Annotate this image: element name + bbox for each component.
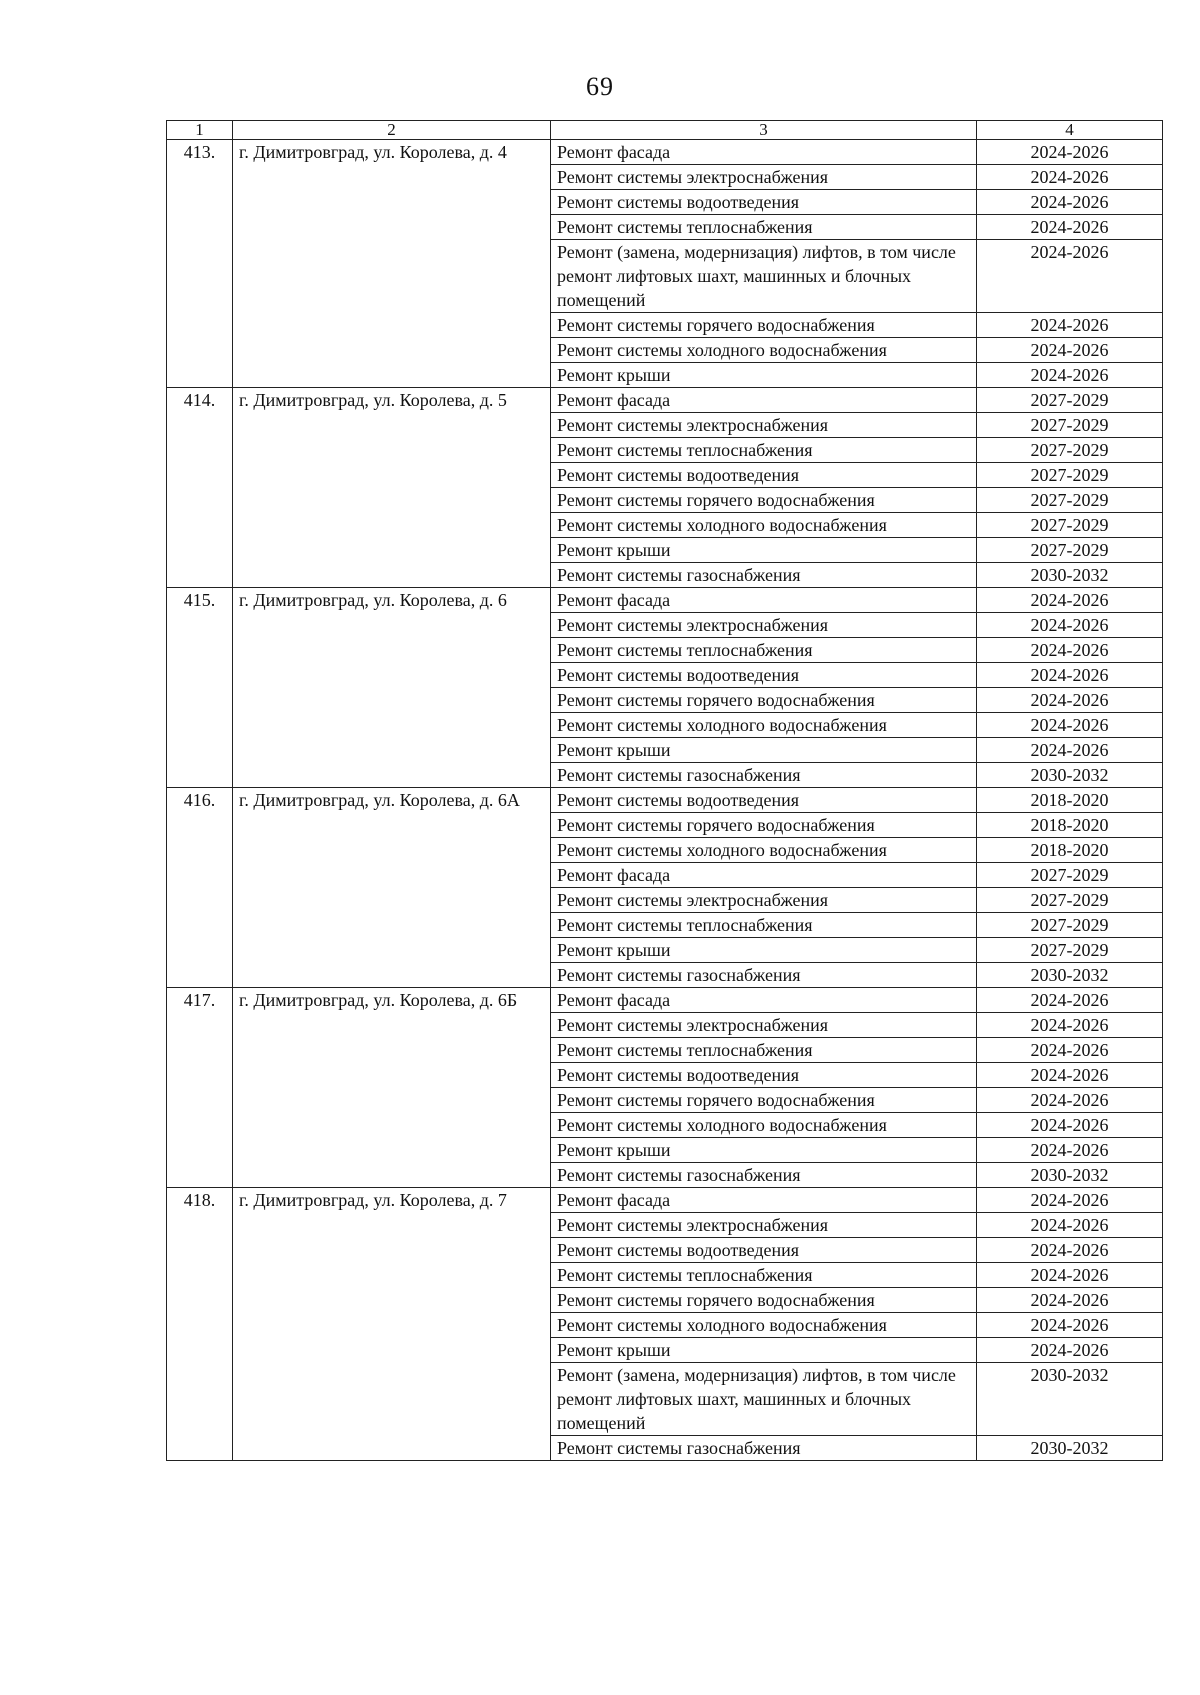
work-type: Ремонт фасада [551, 140, 977, 165]
work-type: Ремонт системы водоотведения [551, 190, 977, 215]
work-period: 2024-2026 [977, 338, 1163, 363]
work-type: Ремонт системы газоснабжения [551, 963, 977, 988]
work-period: 2024-2026 [977, 1313, 1163, 1338]
work-type: Ремонт системы горячего водоснабжения [551, 313, 977, 338]
object-number: 415. [167, 588, 233, 788]
work-period: 2024-2026 [977, 713, 1163, 738]
work-period: 2024-2026 [977, 313, 1163, 338]
work-period: 2027-2029 [977, 463, 1163, 488]
work-period: 2027-2029 [977, 488, 1163, 513]
work-type: Ремонт системы горячего водоснабжения [551, 688, 977, 713]
work-type: Ремонт системы теплоснабжения [551, 438, 977, 463]
work-period: 2024-2026 [977, 190, 1163, 215]
work-type: Ремонт крыши [551, 1138, 977, 1163]
header-col-4: 4 [977, 121, 1163, 140]
work-period: 2027-2029 [977, 863, 1163, 888]
work-period: 2024-2026 [977, 240, 1163, 313]
work-period: 2024-2026 [977, 663, 1163, 688]
work-type: Ремонт системы водоотведения [551, 1238, 977, 1263]
page-number: 69 [586, 72, 614, 101]
table-row [167, 140, 1163, 165]
work-period: 2024-2026 [977, 363, 1163, 388]
work-type: Ремонт системы холодного водоснабжения [551, 338, 977, 363]
work-type: Ремонт системы холодного водоснабжения [551, 713, 977, 738]
work-period: 2024-2026 [977, 1238, 1163, 1263]
work-period: 2024-2026 [977, 1338, 1163, 1363]
work-type: Ремонт системы горячего водоснабжения [551, 1088, 977, 1113]
work-type: Ремонт фасада [551, 388, 977, 413]
work-period: 2024-2026 [977, 638, 1163, 663]
work-type: Ремонт системы электроснабжения [551, 613, 977, 638]
table-row [167, 388, 1163, 413]
header-row [167, 121, 1163, 140]
object-number: 417. [167, 988, 233, 1188]
header-col-3: 3 [551, 121, 977, 140]
work-period: 2030-2032 [977, 963, 1163, 988]
object-number: 413. [167, 140, 233, 388]
work-period: 2024-2026 [977, 1038, 1163, 1063]
object-number: 414. [167, 388, 233, 588]
table-row [167, 988, 1163, 1013]
object-address: г. Димитровград, ул. Королева, д. 6 [233, 588, 551, 788]
work-type: Ремонт (замена, модернизация) лифтов, в том числе ремонт лифтовых шахт, машинных и блочных помещений [551, 240, 977, 313]
header-col-1: 1 [167, 121, 233, 140]
work-period: 2030-2032 [977, 1436, 1163, 1461]
work-period: 2027-2029 [977, 938, 1163, 963]
work-period: 2024-2026 [977, 215, 1163, 240]
work-type: Ремонт системы теплоснабжения [551, 913, 977, 938]
object-number: 418. [167, 1188, 233, 1461]
object-address: г. Димитровград, ул. Королева, д. 6А [233, 788, 551, 988]
work-period: 2030-2032 [977, 563, 1163, 588]
work-period: 2024-2026 [977, 688, 1163, 713]
work-period: 2024-2026 [977, 1263, 1163, 1288]
work-type: Ремонт системы холодного водоснабжения [551, 1313, 977, 1338]
work-period: 2027-2029 [977, 538, 1163, 563]
object-address: г. Димитровград, ул. Королева, д. 6Б [233, 988, 551, 1188]
work-type: Ремонт системы теплоснабжения [551, 1263, 977, 1288]
work-period: 2024-2026 [977, 1113, 1163, 1138]
work-type: Ремонт системы теплоснабжения [551, 1038, 977, 1063]
work-type: Ремонт системы теплоснабжения [551, 638, 977, 663]
work-type: Ремонт системы горячего водоснабжения [551, 813, 977, 838]
work-type: Ремонт системы газоснабжения [551, 763, 977, 788]
work-period: 2027-2029 [977, 913, 1163, 938]
table-row [167, 1188, 1163, 1213]
work-type: Ремонт системы электроснабжения [551, 888, 977, 913]
work-type: Ремонт системы газоснабжения [551, 1163, 977, 1188]
work-type: Ремонт системы холодного водоснабжения [551, 513, 977, 538]
work-period: 2024-2026 [977, 1088, 1163, 1113]
work-period: 2024-2026 [977, 1188, 1163, 1213]
work-period: 2024-2026 [977, 1013, 1163, 1038]
work-period: 2018-2020 [977, 838, 1163, 863]
work-type: Ремонт системы водоотведения [551, 788, 977, 813]
work-type: Ремонт системы водоотведения [551, 463, 977, 488]
work-period: 2027-2029 [977, 388, 1163, 413]
work-period: 2024-2026 [977, 588, 1163, 613]
work-type: Ремонт системы холодного водоснабжения [551, 838, 977, 863]
work-period: 2024-2026 [977, 1213, 1163, 1238]
work-period: 2024-2026 [977, 165, 1163, 190]
work-type: Ремонт фасада [551, 1188, 977, 1213]
work-type: Ремонт системы газоснабжения [551, 1436, 977, 1461]
work-period: 2024-2026 [977, 1138, 1163, 1163]
work-period: 2024-2026 [977, 613, 1163, 638]
work-period: 2027-2029 [977, 413, 1163, 438]
work-type: Ремонт системы холодного водоснабжения [551, 1113, 977, 1138]
work-period: 2024-2026 [977, 988, 1163, 1013]
work-type: Ремонт системы электроснабжения [551, 413, 977, 438]
work-type: Ремонт системы теплоснабжения [551, 215, 977, 240]
work-type: Ремонт системы электроснабжения [551, 165, 977, 190]
work-period: 2018-2020 [977, 813, 1163, 838]
work-type: Ремонт крыши [551, 938, 977, 963]
work-type: Ремонт системы газоснабжения [551, 563, 977, 588]
table-row [167, 788, 1163, 813]
work-period: 2030-2032 [977, 1363, 1163, 1436]
work-period: 2024-2026 [977, 1288, 1163, 1313]
work-period: 2030-2032 [977, 763, 1163, 788]
work-type: Ремонт фасада [551, 863, 977, 888]
table-row [167, 588, 1163, 613]
work-type: Ремонт системы водоотведения [551, 663, 977, 688]
work-period: 2024-2026 [977, 1063, 1163, 1088]
work-type: Ремонт системы горячего водоснабжения [551, 488, 977, 513]
work-type: Ремонт фасада [551, 588, 977, 613]
work-period: 2030-2032 [977, 1163, 1163, 1188]
repair-schedule-table [166, 120, 1163, 1461]
work-type: Ремонт системы водоотведения [551, 1063, 977, 1088]
work-type: Ремонт крыши [551, 738, 977, 763]
object-address: г. Димитровград, ул. Королева, д. 4 [233, 140, 551, 388]
table-body [167, 121, 1163, 1461]
work-type: Ремонт крыши [551, 363, 977, 388]
object-address: г. Димитровград, ул. Королева, д. 7 [233, 1188, 551, 1461]
header-col-2: 2 [233, 121, 551, 140]
work-type: Ремонт системы горячего водоснабжения [551, 1288, 977, 1313]
work-type: Ремонт крыши [551, 538, 977, 563]
work-period: 2024-2026 [977, 738, 1163, 763]
object-number: 416. [167, 788, 233, 988]
work-period: 2027-2029 [977, 888, 1163, 913]
work-period: 2018-2020 [977, 788, 1163, 813]
object-address: г. Димитровград, ул. Королева, д. 5 [233, 388, 551, 588]
work-type: Ремонт системы электроснабжения [551, 1013, 977, 1038]
work-type: Ремонт фасада [551, 988, 977, 1013]
work-period: 2027-2029 [977, 438, 1163, 463]
work-type: Ремонт крыши [551, 1338, 977, 1363]
work-type: Ремонт системы электроснабжения [551, 1213, 977, 1238]
work-type: Ремонт (замена, модернизация) лифтов, в том числе ремонт лифтовых шахт, машинных и блочных помещений [551, 1363, 977, 1436]
work-period: 2024-2026 [977, 140, 1163, 165]
work-period: 2027-2029 [977, 513, 1163, 538]
